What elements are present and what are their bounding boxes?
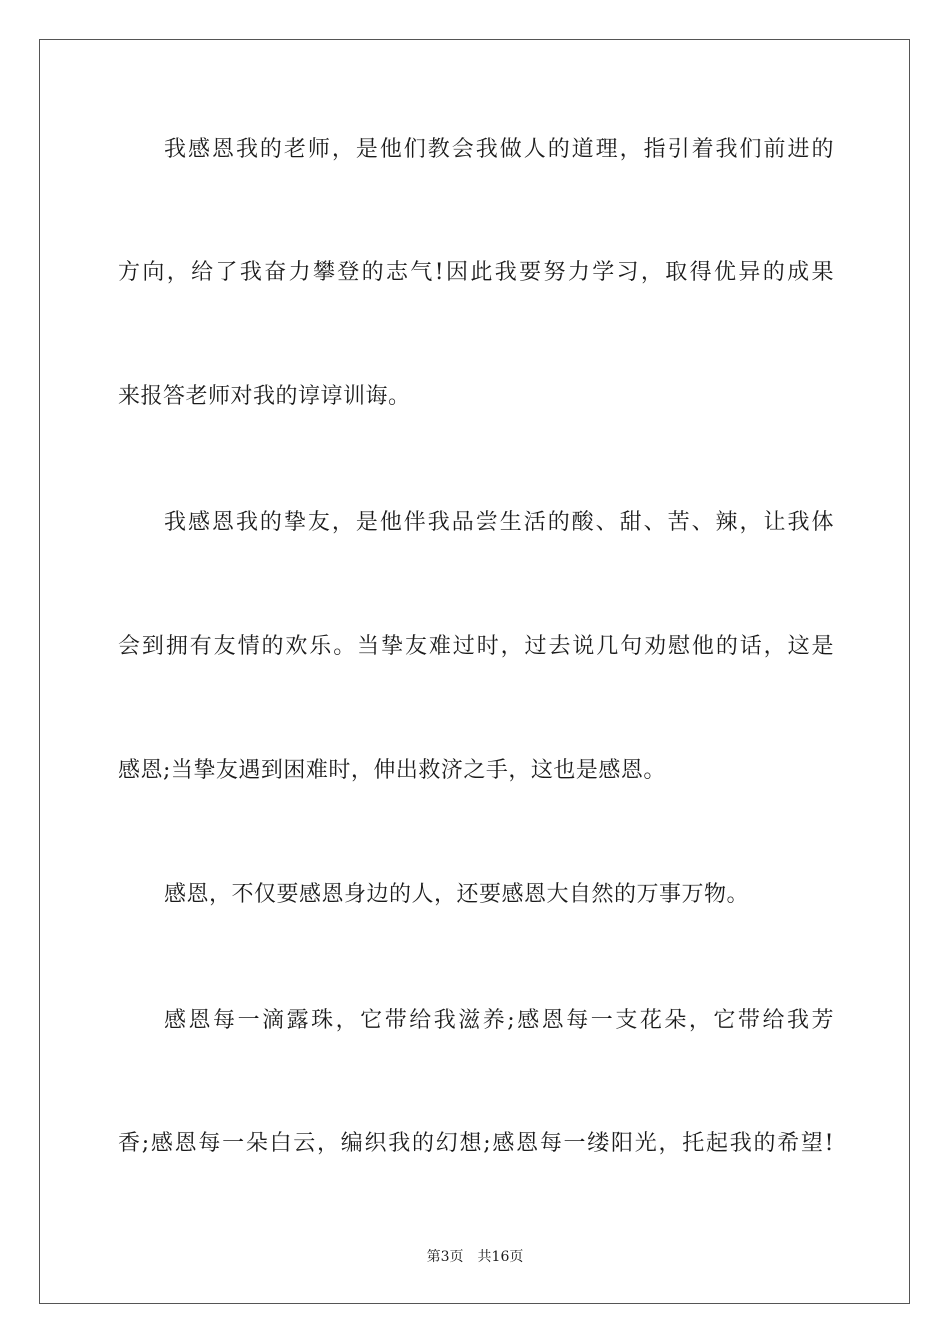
paragraph-gratitude-line-2: 香;感恩每一朵白云，编织我的幻想;感恩每一缕阳光，托起我的希望! [118, 1131, 834, 1156]
paragraph-teacher-line-2: 方向，给了我奋力攀登的志气!因此我要努力学习，取得优异的成果 [118, 260, 834, 285]
page-number-total: 共16页 [477, 1249, 524, 1265]
page-number-current: 第3页 [426, 1249, 464, 1265]
paragraph-friend-line-3: 感恩;当挚友遇到困难时，伸出救济之手，这也是感恩。 [118, 758, 666, 783]
paragraph-teacher-line-3: 来报答老师对我的谆谆训诲。 [118, 384, 411, 409]
paragraph-teacher-line-1: 我感恩我的老师，是他们教会我做人的道理，指引着我们前进的 [164, 137, 834, 162]
page-footer [0, 1247, 950, 1267]
paragraph-gratitude-line-1: 感恩每一滴露珠，它带给我滋养;感恩每一支花朵，它带给我芳 [164, 1008, 834, 1033]
paragraph-nature-line-1: 感恩，不仅要感恩身边的人，还要感恩大自然的万事万物。 [164, 882, 750, 907]
paragraph-friend-line-1: 我感恩我的挚友，是他伴我品尝生活的酸、甜、苦、辣，让我体 [164, 510, 834, 535]
page-frame [39, 39, 910, 1304]
paragraph-friend-line-2: 会到拥有友情的欢乐。当挚友难过时，过去说几句劝慰他的话，这是 [118, 634, 834, 659]
